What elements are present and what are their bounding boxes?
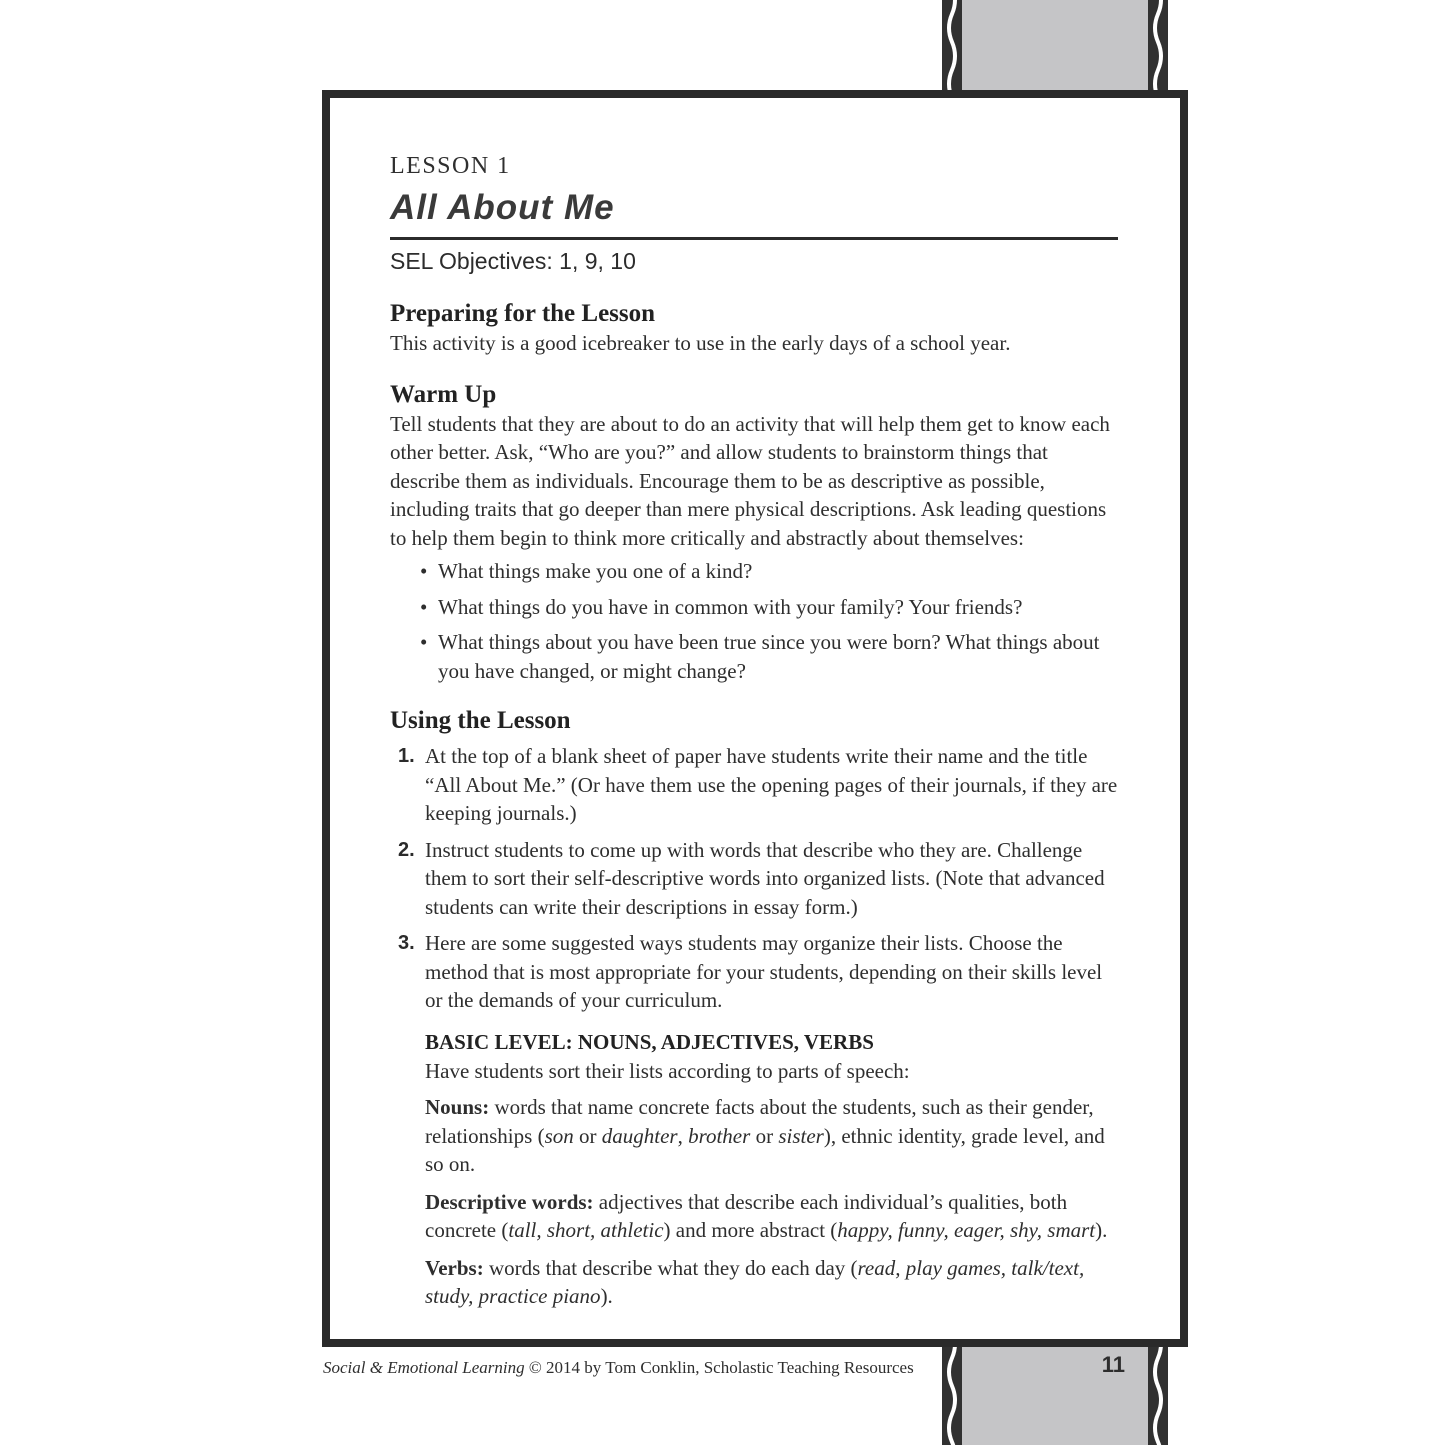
bullet-icon: • — [420, 559, 428, 583]
warm-up-bullet-list — [390, 557, 1118, 685]
warm-up-body: Tell students that they are about to do an activity that will help them get to know each other better. Ask, “Who are you?” and allow students to brainstorm things that describe them as individuals. Encourage them to be as descriptive as possible, including traits that go deeper than mere physical descriptions. Ask leading questions to help them begin to think more critically and abstractly about themselves: — [390, 411, 1110, 550]
nouns-entry: Nouns: words that name concrete facts about the students, such as their gender, relationships (son or daughter, brother or sister), ethnic identity, grade level, and so on. — [425, 1095, 1105, 1176]
using-steps-list — [390, 742, 1118, 1015]
list-item — [390, 742, 1118, 828]
bullet-text: What things about you have been true since you were born? What things about you have changed, or might change? — [438, 630, 1100, 683]
bullet-text: What things do you have in common with your family? Your friends? — [438, 594, 1023, 619]
step-number: 1. — [398, 745, 415, 767]
page-number: 11 — [1101, 1352, 1125, 1377]
footer-credit-text: © 2014 by Tom Conklin, Scholastic Teaching Resources — [524, 1358, 914, 1377]
lesson-kicker: LESSON 1 — [390, 153, 511, 179]
heading-preparing: Preparing for the Lesson — [390, 300, 656, 327]
preparing-body: This activity is a good icebreaker to use in the early days of a school year. — [390, 331, 1011, 355]
heading-using-the-lesson: Using the Lesson — [390, 707, 571, 734]
list-item — [390, 836, 1118, 922]
step-text: Here are some suggested ways students may organize their lists. Choose the method that is most appropriate for your students, depending on their skills level or the demands of your curriculum. — [425, 931, 1103, 1012]
bullet-icon: • — [420, 630, 428, 654]
lesson-content — [330, 98, 1180, 1311]
list-item — [390, 929, 1118, 1015]
footer-credit — [323, 1357, 914, 1379]
basic-level-intro: Have students sort their lists according to parts of speech: — [425, 1058, 910, 1083]
step-number: 3. — [398, 932, 415, 954]
footer-book-title: Social & Emotional Learning — [323, 1358, 525, 1377]
sel-objectives: SEL Objectives: 1, 9, 10 — [390, 248, 636, 274]
heading-warm-up: Warm Up — [390, 380, 497, 408]
list-item — [390, 628, 1118, 685]
descriptive-words-entry: Descriptive words: adjectives that describe each individual’s qualities, both concrete (tall, short, athletic) and more abstract (happy, funny, eager, shy, smart). — [425, 1189, 1108, 1242]
heading-basic-level: BASIC LEVEL: NOUNS, ADJECTIVES, VERBS — [425, 1029, 874, 1054]
list-item — [390, 593, 1118, 622]
list-item — [390, 557, 1118, 586]
verbs-entry: Verbs: words that describe what they do each day (read, play games, talk/text, study, practice piano). — [425, 1255, 1085, 1308]
title-rule — [390, 237, 1118, 240]
bullet-text: What things make you one of a kind? — [438, 559, 753, 583]
lesson-title: All About Me — [390, 188, 615, 227]
step-number: 2. — [398, 838, 415, 861]
basic-level-block — [425, 1029, 1118, 1311]
step-text: Instruct students to come up with words that describe who they are. Challenge them to sort their self-descriptive words into organized lists. (Note that advanced students can write their descriptions in essay form.) — [425, 837, 1105, 919]
lesson-page-box — [322, 90, 1188, 1347]
bullet-icon: • — [420, 594, 428, 619]
step-text: At the top of a blank sheet of paper have students write their name and the title “All About Me.” (Or have them use the opening pages of their journals, if they are keeping journals.) — [425, 744, 1118, 825]
